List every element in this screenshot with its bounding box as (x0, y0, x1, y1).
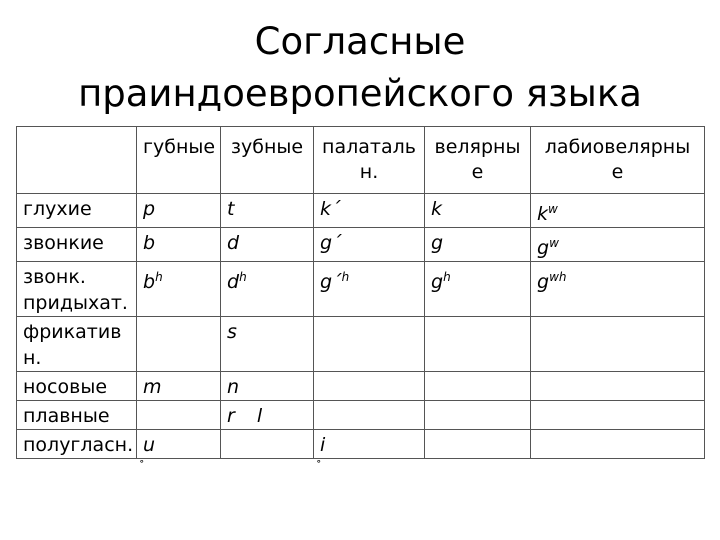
cell-voiceless-labial: p (137, 194, 221, 228)
cell-aspirated-dental: $d^h$ (221, 262, 314, 317)
row-label-fricative: фрикатив н. (17, 317, 137, 372)
header-velar: велярны е (425, 127, 531, 194)
cell-voiced-palatal: g´ (314, 228, 425, 262)
cell-liquid-dental: r l (221, 401, 314, 430)
header-corner (17, 127, 137, 194)
cell-voiced-labiovelar: $g^w$ (531, 228, 705, 262)
cell-liquid-velar (425, 401, 531, 430)
cell-voiced-velar: g (425, 228, 531, 262)
table-row (17, 401, 705, 430)
row-label-nasal: носовые (17, 372, 137, 401)
cell-nasal-dental: n (221, 372, 314, 401)
cell-fricative-velar (425, 317, 531, 372)
cell-liquid-palatal (314, 401, 425, 430)
slide-title (0, 16, 720, 120)
row-label-voiced: звонкие (17, 228, 137, 262)
table-row (17, 430, 705, 459)
title-line-2: праиндоевропейского языка (78, 72, 642, 115)
header-labiovelar: лабиовелярны е (531, 127, 705, 194)
title-line-1: Согласные (254, 20, 466, 63)
cell-semivowel-palatal: i ˳ (314, 430, 425, 459)
cell-fricative-palatal (314, 317, 425, 372)
cell-voiceless-dental: t (221, 194, 314, 228)
cell-fricative-labial (137, 317, 221, 372)
row-label-liquid: плавные (17, 401, 137, 430)
table-row (17, 317, 705, 372)
cell-aspirated-palatal: g´$^h$ (314, 262, 425, 317)
consonants-table (16, 126, 705, 463)
cell-voiceless-labiovelar: $k^w$ (531, 194, 705, 228)
cell-nasal-velar (425, 372, 531, 401)
table-row (17, 228, 705, 262)
cell-nasal-palatal (314, 372, 425, 401)
cell-voiceless-velar: k (425, 194, 531, 228)
cell-voiceless-palatal: k´ (314, 194, 425, 228)
header-labial: губные (137, 127, 221, 194)
cell-nasal-labiovelar (531, 372, 705, 401)
syllabic-mark-icon: ˳ (316, 450, 322, 463)
cell-semivowel-labiovelar (531, 430, 705, 459)
header-dental: зубные (221, 127, 314, 194)
header-row (17, 127, 705, 194)
cell-fricative-labiovelar (531, 317, 705, 372)
syllabic-mark-icon: ˳ (139, 450, 145, 463)
cell-liquid-labiovelar (531, 401, 705, 430)
header-palatal: палаталь н. (314, 127, 425, 194)
cell-fricative-dental: s (221, 317, 314, 372)
cell-voiced-labial: b (137, 228, 221, 262)
cell-semivowel-dental (221, 430, 314, 459)
cell-aspirated-velar: $g^h$ (425, 262, 531, 317)
row-label-aspirated: звонк. придыхат. (17, 262, 137, 317)
cell-liquid-labial (137, 401, 221, 430)
table-row (17, 194, 705, 228)
cell-semivowel-velar (425, 430, 531, 459)
row-label-voiceless: глухие (17, 194, 137, 228)
table-row (17, 372, 705, 401)
cell-aspirated-labiovelar: $g^{wh}$ (531, 262, 705, 317)
table-row (17, 262, 705, 317)
cell-voiced-dental: d (221, 228, 314, 262)
row-label-semivowel: полугласн. (17, 430, 137, 459)
cell-aspirated-labial: $b^h$ (137, 262, 221, 317)
cell-semivowel-labial: u ˳ (137, 430, 221, 459)
cell-nasal-labial: m (137, 372, 221, 401)
